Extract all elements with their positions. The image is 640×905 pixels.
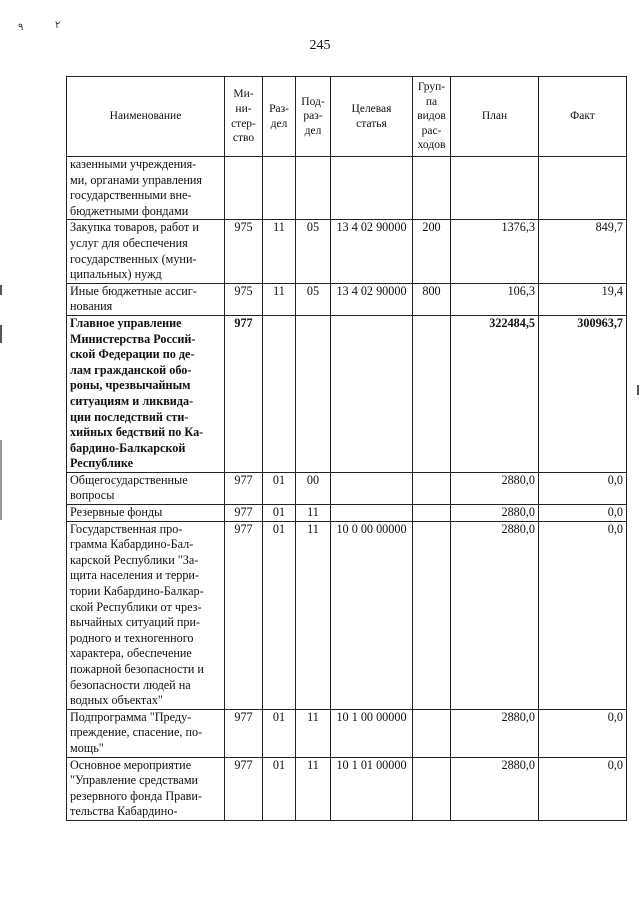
scan-edge-mark-left-3 (0, 440, 2, 520)
cell-section: 11 (263, 220, 296, 283)
cell-plan: 2880,0 (451, 521, 539, 709)
budget-table (66, 76, 627, 821)
cell-fact: 300963,7 (539, 315, 627, 472)
table-row (67, 283, 627, 315)
cell-name: Резервные фонды (67, 505, 225, 522)
cell-ministry: 977 (225, 757, 263, 820)
cell-subsection: 11 (296, 521, 331, 709)
table-row (67, 757, 627, 820)
cell-target: 13 4 02 90000 (331, 220, 413, 283)
table-row (67, 521, 627, 709)
cell-target: 10 1 01 00000 (331, 757, 413, 820)
cell-name: Государственная про- грамма Кабардино-Бал- карской Республики "За- щита населения и терри- тории Кабардино-Балкар- ской Республики от чрез- вычайных ситуаций при- родного и техногенного характера, обеспечение пожарной безопасности и безопасности людей на водных объектах" (67, 521, 225, 709)
scan-edge-mark-left (0, 285, 2, 295)
cell-target: 13 4 02 90000 (331, 283, 413, 315)
cell-section (263, 315, 296, 472)
table-row (67, 505, 627, 522)
cell-subsection: 05 (296, 283, 331, 315)
cell-subsection: 11 (296, 709, 331, 757)
cell-name: Закупка товаров, работ и услуг для обеспечения государственных (муни- ципальных) нужд (67, 220, 225, 283)
cell-ministry (225, 157, 263, 220)
cell-subsection: 11 (296, 505, 331, 522)
cell-subsection (296, 157, 331, 220)
cell-fact: 19,4 (539, 283, 627, 315)
cell-group: 800 (413, 283, 451, 315)
cell-target (331, 505, 413, 522)
cell-subsection: 11 (296, 757, 331, 820)
cell-ministry: 977 (225, 505, 263, 522)
cell-section: 01 (263, 709, 296, 757)
cell-target (331, 157, 413, 220)
cell-section (263, 157, 296, 220)
table-row (67, 220, 627, 283)
cell-section: 11 (263, 283, 296, 315)
cell-plan: 2880,0 (451, 757, 539, 820)
cell-fact: 0,0 (539, 709, 627, 757)
cell-name: Основное мероприятие "Управление средствами резервного фонда Прави- тельства Кабардино- (67, 757, 225, 820)
header-plan: План (451, 77, 539, 157)
cell-ministry: 975 (225, 220, 263, 283)
corner-mark-left: ٩ (18, 22, 24, 33)
cell-name: Иные бюджетные ассиг- нования (67, 283, 225, 315)
cell-target (331, 472, 413, 504)
cell-name: казенными учреждения- ми, органами управления государственными вне- бюджетными фондами (67, 157, 225, 220)
cell-fact: 0,0 (539, 757, 627, 820)
header-subsection: Под- раз- дел (296, 77, 331, 157)
cell-target (331, 315, 413, 472)
table-row (67, 709, 627, 757)
cell-group (413, 157, 451, 220)
cell-plan: 322484,5 (451, 315, 539, 472)
cell-section: 01 (263, 505, 296, 522)
cell-plan (451, 157, 539, 220)
cell-subsection: 00 (296, 472, 331, 504)
header-name: Наименование (67, 77, 225, 157)
scan-edge-mark-left-2 (0, 325, 2, 343)
cell-plan: 2880,0 (451, 472, 539, 504)
cell-group (413, 757, 451, 820)
cell-plan: 2880,0 (451, 505, 539, 522)
cell-ministry: 977 (225, 709, 263, 757)
cell-fact: 0,0 (539, 472, 627, 504)
cell-target: 10 0 00 00000 (331, 521, 413, 709)
cell-subsection (296, 315, 331, 472)
cell-name: Подпрограмма "Преду- преждение, спасение, по- мощь" (67, 709, 225, 757)
table-body (67, 157, 627, 821)
cell-ministry: 977 (225, 472, 263, 504)
table-row (67, 315, 627, 472)
cell-name: Общегосударственные вопросы (67, 472, 225, 504)
header-target-article: Целевая статья (331, 77, 413, 157)
cell-name: Главное управление Министерства Россий- ской Федерации по де- лам гражданской обо- роны, чрезвычайным ситуациям и ликвида- ции последствий сти- хийных бедствий по Ка- бардино-Балкарской Республике (67, 315, 225, 472)
header-section: Раз- дел (263, 77, 296, 157)
cell-target: 10 1 00 00000 (331, 709, 413, 757)
cell-group (413, 709, 451, 757)
cell-ministry: 977 (225, 315, 263, 472)
cell-group: 200 (413, 220, 451, 283)
table-row (67, 157, 627, 220)
cell-section: 01 (263, 472, 296, 504)
cell-group (413, 472, 451, 504)
cell-group (413, 521, 451, 709)
cell-fact: 0,0 (539, 505, 627, 522)
header-ministry: Ми- ни- стер- ство (225, 77, 263, 157)
table-row (67, 472, 627, 504)
header-row (67, 77, 627, 157)
cell-subsection: 05 (296, 220, 331, 283)
cell-fact (539, 157, 627, 220)
page-number: 245 (309, 38, 331, 53)
cell-ministry: 975 (225, 283, 263, 315)
cell-section: 01 (263, 757, 296, 820)
cell-plan: 106,3 (451, 283, 539, 315)
corner-mark-right: ٢ (55, 20, 61, 31)
cell-ministry: 977 (225, 521, 263, 709)
cell-plan: 1376,3 (451, 220, 539, 283)
scan-edge-mark-right (637, 385, 639, 395)
header-expense-group: Груп- па видов рас- ходов (413, 77, 451, 157)
cell-plan: 2880,0 (451, 709, 539, 757)
cell-group (413, 505, 451, 522)
cell-section: 01 (263, 521, 296, 709)
header-fact: Факт (539, 77, 627, 157)
cell-group (413, 315, 451, 472)
cell-fact: 849,7 (539, 220, 627, 283)
cell-fact: 0,0 (539, 521, 627, 709)
